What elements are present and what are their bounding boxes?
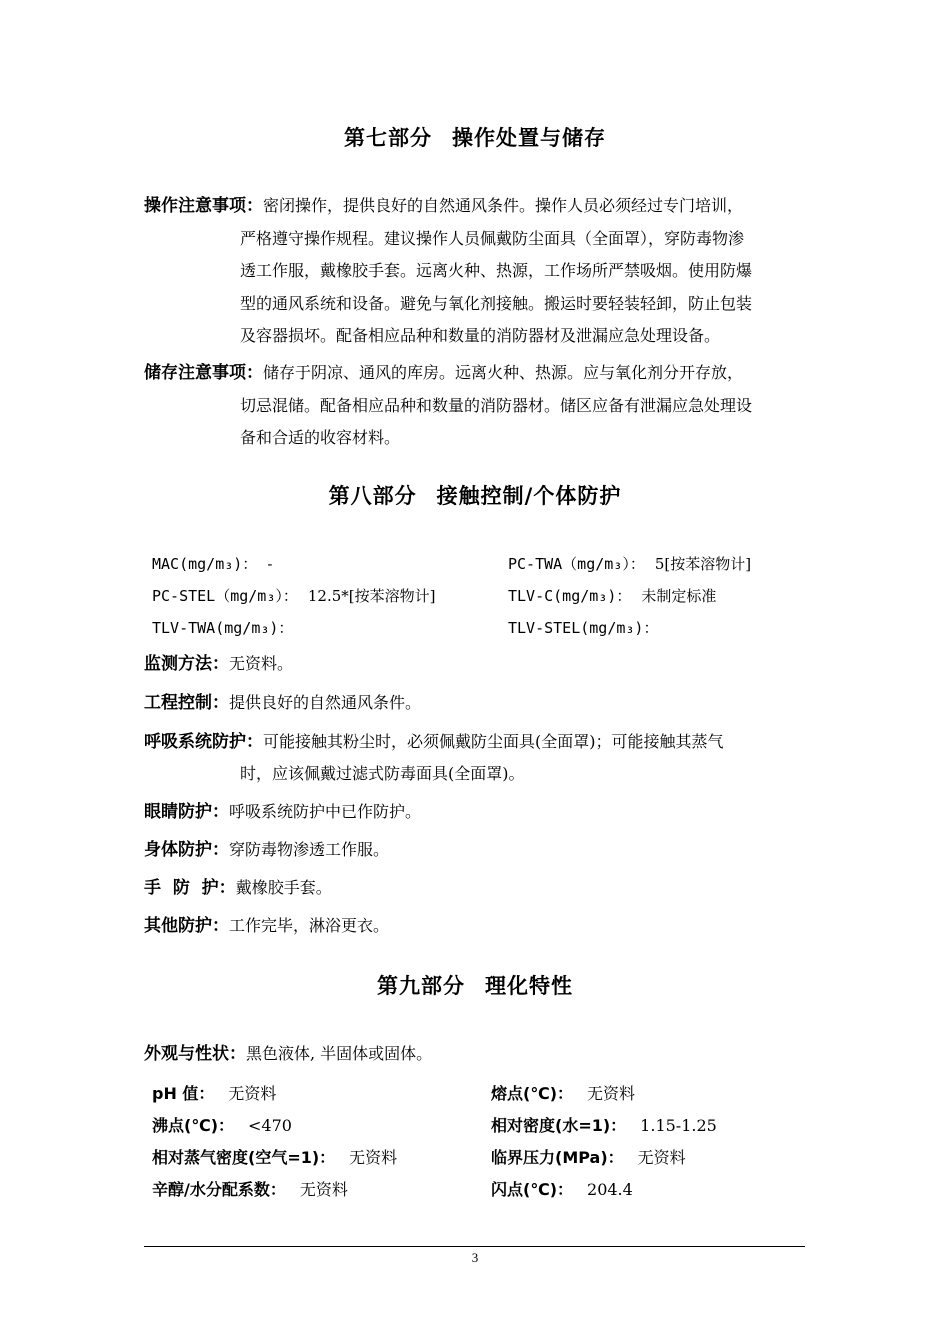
hand-protection — [144, 872, 804, 904]
octanol-label: 辛醇/水分配系数： — [152, 1180, 286, 1199]
engineering-control — [144, 687, 804, 719]
section-9-number: 第九部分 — [377, 974, 465, 998]
vapor-density-row — [152, 1145, 397, 1168]
handling-line-4: 型的通风系统和设备。避免与氧化剂接触。搬运时要轻装轻卸，防止包装 — [240, 293, 753, 313]
appearance-value: 黑色液体, 半固体或固体。 — [246, 1044, 433, 1063]
flash-value: 204.4 — [587, 1180, 633, 1199]
pc-twa-limit — [508, 553, 751, 574]
pc-twa-label: PC-TWA（mg/m₃）： — [508, 555, 645, 573]
other-label: 其他防护： — [144, 916, 229, 936]
footer-rule — [144, 1246, 805, 1247]
ph-value: 无资料 — [228, 1084, 277, 1103]
tlv-c-label: TLV-C(mg/m₃)： — [508, 587, 632, 605]
respiratory-line-2: 时，应该佩戴过滤式防毒面具(全面罩)。 — [240, 764, 525, 783]
tlv-stel-limit — [508, 617, 658, 638]
boiling-point-row — [152, 1113, 292, 1136]
section-8-heading: 接触控制/个体防护 — [436, 484, 622, 508]
mac-limit — [152, 553, 272, 574]
vapor-density-value: 无资料 — [349, 1148, 398, 1167]
other-value: 工作完毕，淋浴更衣。 — [229, 916, 390, 935]
hand-value: 戴橡胶手套。 — [235, 878, 332, 897]
pc-stel-label: PC-STEL（mg/m₃）： — [152, 587, 298, 605]
handling-label: 操作注意事项： — [144, 196, 263, 216]
melting-point-row — [491, 1081, 635, 1104]
boiling-label: 沸点(℃)： — [152, 1116, 235, 1135]
section-7-number: 第七部分 — [344, 126, 432, 150]
tlv-c-limit — [508, 585, 716, 606]
melting-label: 熔点(℃)： — [491, 1084, 574, 1103]
respiratory-line-1: 可能接触其粉尘时，必须佩戴防尘面具(全面罩)；可能接触其蒸气 — [263, 732, 724, 751]
eye-value: 呼吸系统防护中已作防护。 — [229, 802, 422, 821]
tlv-twa-limit — [152, 617, 293, 638]
section-9-heading: 理化特性 — [485, 974, 573, 998]
monitoring-label: 监测方法： — [144, 654, 229, 674]
body-label: 身体防护： — [144, 840, 229, 860]
boiling-value: <470 — [248, 1116, 292, 1135]
octanol-value: 无资料 — [299, 1180, 348, 1199]
melting-value: 无资料 — [587, 1084, 636, 1103]
section-7-heading: 操作处置与储存 — [452, 126, 606, 150]
storage-line-3: 备和合适的收容材料。 — [240, 428, 401, 447]
section-8-title — [0, 480, 950, 510]
relative-density-row — [491, 1113, 717, 1136]
engineering-label: 工程控制： — [144, 693, 229, 713]
appearance-label: 外观与性状： — [144, 1044, 246, 1064]
handling-line-5: 及容器损坏。配备相应品种和数量的消防器材及泄漏应急处理设备。 — [240, 326, 721, 345]
handling-line-2: 严格遵守操作规程。建议操作人员佩戴防尘面具（全面罩），穿防毒物渗 — [240, 228, 745, 248]
pc-twa-value: 5[按苯溶物计] — [654, 555, 752, 573]
mac-value: - — [267, 555, 273, 573]
storage-precautions — [144, 357, 806, 455]
density-label: 相对密度(水=1)： — [491, 1116, 627, 1135]
engineering-value: 提供良好的自然通风条件。 — [229, 693, 422, 712]
storage-line-1: 储存于阴凉、通风的库房。远离火种、热源。应与氧化剂分开存放， — [263, 363, 744, 382]
eye-label: 眼睛防护： — [144, 802, 229, 822]
respiratory-protection — [144, 726, 806, 790]
mac-label: MAC(mg/m₃)： — [152, 555, 258, 573]
handling-line-3: 透工作服，戴橡胶手套。远离火种、热源，工作场所严禁吸烟。使用防爆 — [240, 261, 753, 280]
vapor-density-label: 相对蒸气密度(空气=1)： — [152, 1148, 336, 1167]
storage-label: 储存注意事项： — [144, 363, 263, 383]
flash-label: 闪点(℃)： — [491, 1180, 574, 1199]
flash-point-row — [491, 1177, 633, 1200]
tlv-twa-label: TLV-TWA(mg/m₃)： — [152, 619, 294, 637]
ph-label: pH 值： — [152, 1084, 215, 1103]
respiratory-label: 呼吸系统防护： — [144, 732, 263, 752]
storage-line-2: 切忌混储。配备相应品种和数量的消防器材。储区应备有泄漏应急处理设 — [240, 395, 753, 415]
critical-pressure-value: 无资料 — [637, 1148, 686, 1167]
tlv-stel-label: TLV-STEL(mg/m₃)： — [508, 619, 659, 637]
hand-label: 手 防 护： — [144, 878, 236, 898]
handling-precautions — [144, 190, 806, 353]
body-protection — [144, 834, 804, 866]
section-8-number: 第八部分 — [328, 484, 417, 508]
monitoring-value: 无资料。 — [229, 654, 294, 673]
pc-stel-value: 12.5*[按苯溶物计] — [307, 587, 436, 605]
other-protection — [144, 910, 804, 942]
page-number: 3 — [471, 1250, 479, 1265]
monitoring-method — [144, 648, 804, 680]
appearance — [144, 1038, 804, 1070]
ph-value-row — [152, 1081, 276, 1104]
eye-protection — [144, 796, 804, 828]
tlv-c-value: 未制定标准 — [641, 587, 717, 605]
octanol-water-row — [152, 1177, 348, 1200]
pc-stel-limit — [152, 585, 435, 606]
critical-pressure-label: 临界压力(MPa)： — [491, 1148, 624, 1167]
body-value: 穿防毒物渗透工作服。 — [229, 840, 390, 859]
critical-pressure-row — [491, 1145, 686, 1168]
section-9-title — [0, 970, 950, 1000]
density-value: 1.15-1.25 — [640, 1116, 717, 1135]
section-7-title — [0, 122, 950, 152]
handling-line-1: 密闭操作，提供良好的自然通风条件。操作人员必须经过专门培训， — [263, 196, 744, 215]
